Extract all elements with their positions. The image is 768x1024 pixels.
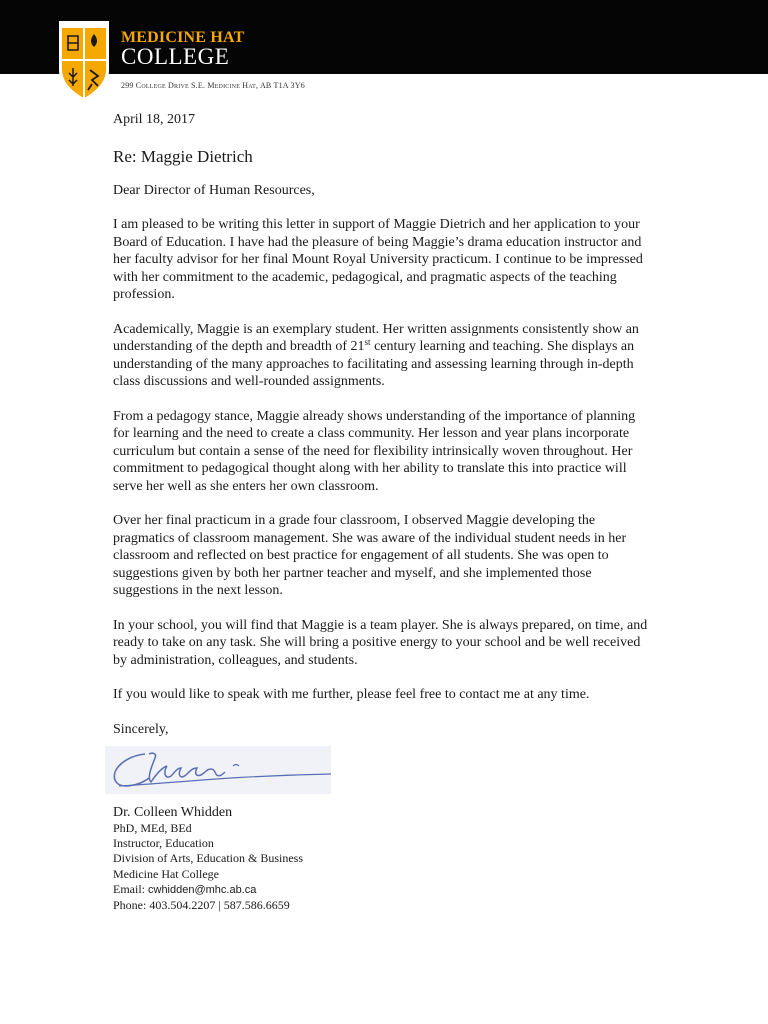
paragraph-2	[113, 321, 648, 391]
paragraph-1: I am pleased to be writing this letter in support of Maggie Dietrich and her application to your Board of Education. I have had the pleasure of being Maggie’s drama education instructor and her faculty advisor for her final Mount Royal University practicum. I continue to be impressed with her commitment to the academic, pedagogical, and pragmatic aspects of the teaching profession.	[113, 217, 643, 302]
signatory-name: Dr. Colleen Whidden	[113, 805, 233, 820]
phone-numbers: 403.504.2207 | 587.586.6659	[149, 898, 290, 913]
signatory-institution: Medicine Hat College	[113, 866, 219, 881]
signatory-email	[113, 882, 648, 898]
phone-label: Phone:	[113, 898, 147, 913]
ordinal-suffix: st	[364, 337, 371, 347]
paragraph-2-part-2: century learning and teaching. She displays an understanding of the many approaches to facilitating and assessing learning through in-depth class discussions and well-rounded assignments.	[113, 339, 635, 389]
email-label: Email:	[113, 881, 145, 896]
letter-closing: Sincerely,	[113, 721, 169, 737]
signatory-title: Instructor, Education	[113, 836, 214, 851]
paragraph-5: In your school, you will find that Maggie is a team player. She is always prepared, on time, and ready to take on any task. She will bring a positive energy to your school and be well received by administration, colleagues, and students.	[113, 617, 648, 668]
college-name-bottom: COLLEGE	[121, 44, 230, 69]
handwritten-signature-image	[105, 746, 331, 794]
college-name-top: MEDICINE HAT	[121, 29, 245, 46]
signatory-phone	[113, 898, 648, 913]
paragraph-4: Over her final practicum in a grade four classroom, I observed Maggie developing the pragmatics of classroom management. She was aware of the individual student needs in her classroom and reflected on best practice for engagement of all students. She was open to suggestions given by both her partner teacher and myself, and she implemented those suggestions in the next lesson.	[113, 513, 627, 598]
college-crest-icon	[56, 18, 112, 104]
letter-subject: Re: Maggie Dietrich	[113, 146, 253, 166]
signatory-credentials: PhD, MEd, BEd	[113, 821, 192, 835]
letterhead-band	[0, 0, 768, 74]
paragraph-3: From a pedagogy stance, Maggie already shows understanding of the importance of planning for learning and the need to create a class community. Her lesson and year plans incorporate curriculum but contain a sense of the need for flexibility intrinsically woven throughout. Her commitment to pedagogical thought along with her ability to translate this into practice will serve her well as she enters her own classroom.	[113, 408, 636, 494]
signatory-division: Division of Arts, Education & Business	[113, 851, 303, 866]
paragraph-6: If you would like to speak with me further, please feel free to contact me at any time.	[113, 687, 590, 702]
letter-date: April 18, 2017	[113, 112, 196, 127]
letter-body	[113, 111, 648, 913]
paragraph-2-part-1: Academically, Maggie is an exemplary student. Her written assignments consistently show an understanding of the depth and breadth of 21	[113, 321, 639, 354]
email-link[interactable]: cwhidden@mhc.ab.ca	[148, 883, 257, 896]
college-address: 299 College Drive S.E. Medicine Hat, AB T1A 3Y6	[121, 81, 305, 90]
letter-salutation: Dear Director of Human Resources,	[113, 182, 315, 198]
